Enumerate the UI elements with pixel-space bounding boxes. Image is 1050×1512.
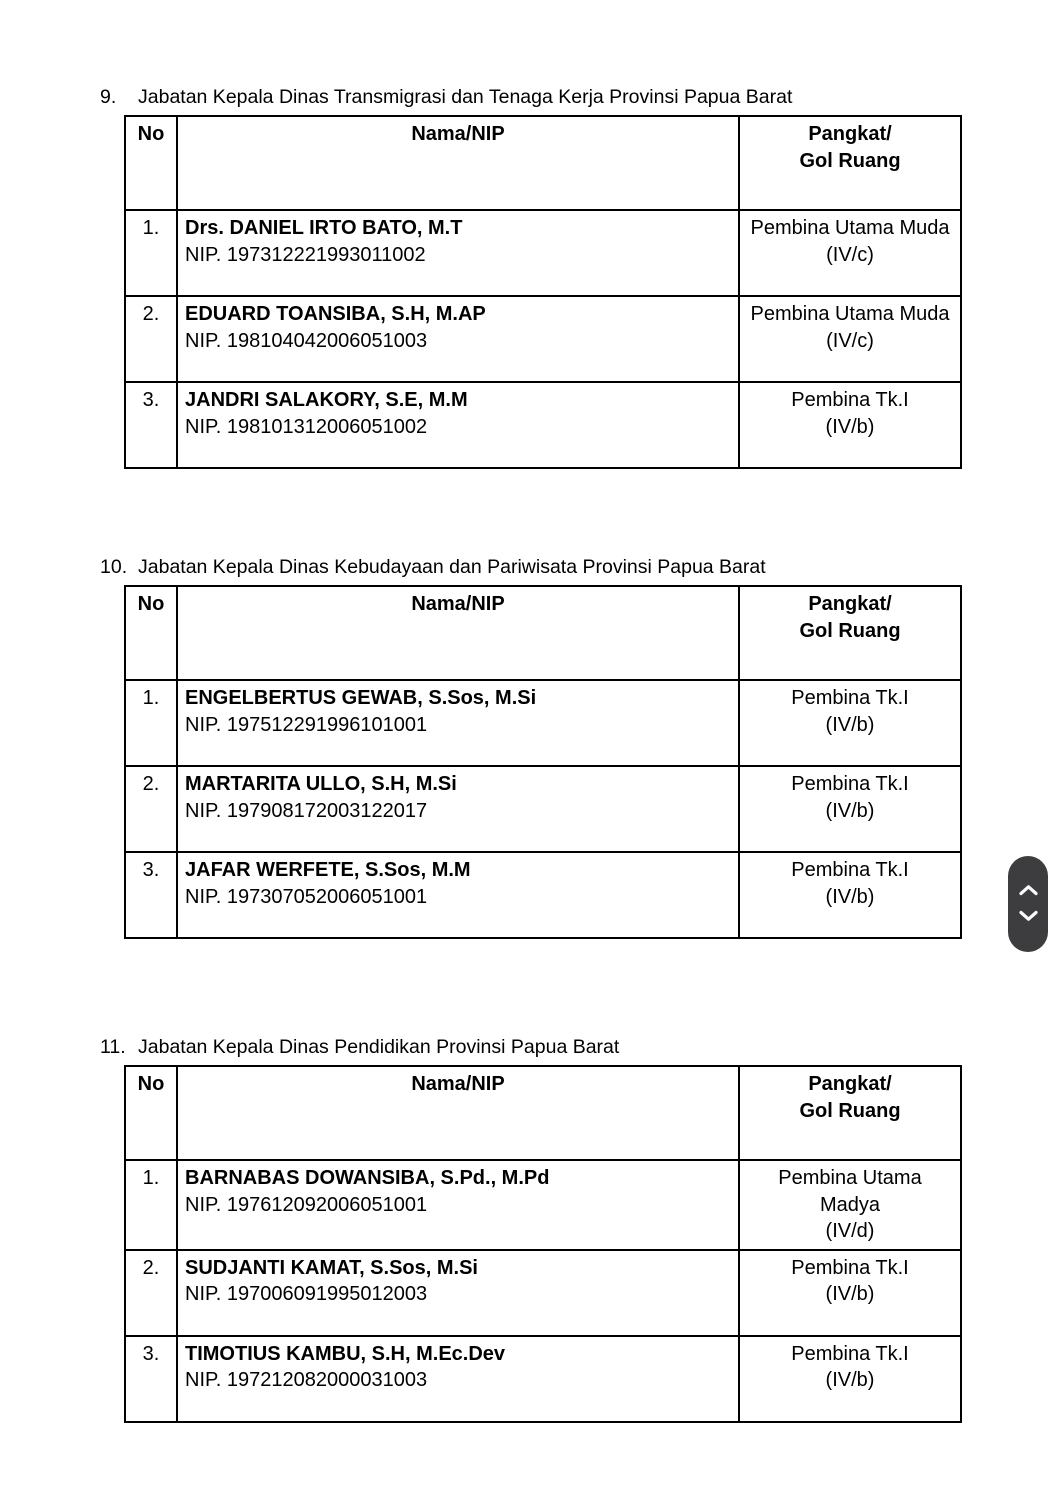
section-title: Jabatan Kepala Dinas Transmigrasi dan Tenaga Kerja Provinsi Papua Barat — [138, 86, 793, 108]
gol-ruang-value: (IV/b) — [825, 885, 875, 908]
official-name: TIMOTIUS KAMBU, S.H, M.Ec.Dev — [185, 1342, 506, 1365]
no-cell: 1. — [125, 680, 177, 766]
pangkat-value: Pembina Utama Madya — [778, 1167, 922, 1216]
pangkat-value: Pembina Tk.I — [791, 1342, 909, 1365]
official-nip: NIP. 197312221993011002 — [185, 243, 426, 266]
no-cell: 2. — [125, 1250, 177, 1336]
name-nip-cell — [177, 766, 739, 852]
section-heading — [100, 1036, 966, 1059]
section-number: 9. — [100, 86, 117, 108]
chevron-down-icon — [1018, 910, 1039, 925]
header-pangkat — [739, 1066, 961, 1160]
no-cell: 2. — [125, 296, 177, 382]
official-name: MARTARITA ULLO, S.H, M.Si — [185, 773, 457, 795]
table-row — [125, 1336, 961, 1422]
scroll-up-button[interactable] — [1018, 884, 1039, 899]
gol-ruang-value: (IV/b) — [825, 415, 875, 438]
official-name: Drs. DANIEL IRTO BATO, M.T — [185, 217, 463, 239]
section-heading — [100, 556, 966, 579]
gol-ruang-value: (IV/b) — [825, 799, 875, 822]
section-10 — [100, 556, 966, 939]
official-nip: NIP. 197307052006051001 — [185, 885, 428, 908]
gol-ruang-value: (IV/c) — [826, 329, 874, 352]
name-nip-cell — [177, 382, 739, 468]
section-11 — [100, 1036, 966, 1423]
pangkat-cell — [739, 382, 961, 468]
table-row — [125, 852, 961, 938]
table-header-row — [125, 1066, 961, 1160]
pangkat-value: Pembina Utama Muda — [750, 217, 950, 239]
table-row — [125, 296, 961, 382]
header-pangkat — [739, 116, 961, 210]
pangkat-cell — [739, 766, 961, 852]
header-no: No — [125, 1066, 177, 1160]
official-nip: NIP. 197908172003122017 — [185, 799, 428, 822]
official-nip: NIP. 197212082000031003 — [185, 1369, 428, 1391]
table-row — [125, 210, 961, 296]
official-name: SUDJANTI KAMAT, S.Sos, M.Si — [185, 1256, 478, 1279]
official-name: ENGELBERTUS GEWAB, S.Sos, M.Si — [185, 687, 537, 709]
name-nip-cell — [177, 1336, 739, 1422]
official-name: EDUARD TOANSIBA, S.H, M.AP — [185, 303, 486, 325]
pangkat-value: Pembina Utama Muda — [750, 303, 950, 325]
pangkat-value: Pembina Tk.I — [791, 687, 909, 709]
official-name: BARNABAS DOWANSIBA, S.Pd., M.Pd — [185, 1167, 550, 1189]
name-nip-cell — [177, 296, 739, 382]
table-header-row — [125, 116, 961, 210]
pangkat-cell — [739, 1336, 961, 1422]
section-title: Jabatan Kepala Dinas Pendidikan Provinsi Papua Barat — [138, 1036, 620, 1058]
pangkat-cell — [739, 296, 961, 382]
no-cell: 3. — [125, 852, 177, 938]
official-nip: NIP. 197006091995012003 — [185, 1283, 428, 1305]
pangkat-cell — [739, 210, 961, 296]
pangkat-cell — [739, 852, 961, 938]
pangkat-value: Pembina Tk.I — [791, 773, 909, 795]
official-nip: NIP. 198101312006051002 — [185, 415, 428, 438]
chevron-up-icon — [1018, 884, 1039, 899]
gol-ruang-value: (IV/d) — [825, 1220, 875, 1242]
section-number: 11. — [100, 1036, 126, 1058]
section-heading — [100, 86, 966, 109]
name-nip-cell — [177, 1250, 739, 1336]
header-pangkat-line2: Gol Ruang — [799, 1099, 901, 1122]
header-pangkat-line1: Pangkat/ — [808, 1073, 892, 1095]
header-no: No — [125, 116, 177, 210]
gol-ruang-value: (IV/c) — [826, 243, 874, 266]
official-name: JANDRI SALAKORY, S.E, M.M — [185, 389, 468, 411]
official-nip: NIP. 198104042006051003 — [185, 329, 428, 352]
header-nama-nip: Nama/NIP — [177, 586, 739, 680]
name-nip-cell — [177, 680, 739, 766]
no-cell: 3. — [125, 382, 177, 468]
no-cell: 2. — [125, 766, 177, 852]
pangkat-value: Pembina Tk.I — [791, 389, 909, 411]
section-number: 10. — [100, 556, 128, 578]
header-no: No — [125, 586, 177, 680]
table-row — [125, 766, 961, 852]
gol-ruang-value: (IV/b) — [825, 1283, 875, 1305]
pangkat-cell — [739, 1160, 961, 1250]
header-nama-nip: Nama/NIP — [177, 116, 739, 210]
officials-table — [124, 585, 962, 939]
table-header-row — [125, 586, 961, 680]
header-pangkat — [739, 586, 961, 680]
header-pangkat-line1: Pangkat/ — [808, 593, 892, 615]
section-9 — [100, 86, 966, 469]
name-nip-cell — [177, 852, 739, 938]
header-nama-nip: Nama/NIP — [177, 1066, 739, 1160]
name-nip-cell — [177, 210, 739, 296]
table-row — [125, 382, 961, 468]
table-row — [125, 1160, 961, 1250]
pangkat-value: Pembina Tk.I — [791, 1256, 909, 1279]
header-pangkat-line1: Pangkat/ — [808, 123, 892, 145]
pangkat-cell — [739, 1250, 961, 1336]
header-pangkat-line2: Gol Ruang — [799, 149, 901, 172]
table-row — [125, 1250, 961, 1336]
table-row — [125, 680, 961, 766]
official-name: JAFAR WERFETE, S.Sos, M.M — [185, 859, 471, 881]
officials-table — [124, 115, 962, 469]
gol-ruang-value: (IV/b) — [825, 713, 875, 736]
no-cell: 1. — [125, 210, 177, 296]
no-cell: 3. — [125, 1336, 177, 1422]
scroll-down-button[interactable] — [1018, 910, 1039, 925]
official-nip: NIP. 197512291996101001 — [185, 713, 428, 736]
pangkat-value: Pembina Tk.I — [791, 859, 909, 881]
officials-table — [124, 1065, 962, 1423]
section-title: Jabatan Kepala Dinas Kebudayaan dan Pariwisata Provinsi Papua Barat — [138, 556, 766, 578]
pangkat-cell — [739, 680, 961, 766]
official-nip: NIP. 197612092006051001 — [185, 1193, 428, 1216]
name-nip-cell — [177, 1160, 739, 1250]
no-cell: 1. — [125, 1160, 177, 1250]
gol-ruang-value: (IV/b) — [825, 1369, 875, 1391]
header-pangkat-line2: Gol Ruang — [799, 619, 901, 642]
scroll-widget — [1008, 856, 1048, 952]
